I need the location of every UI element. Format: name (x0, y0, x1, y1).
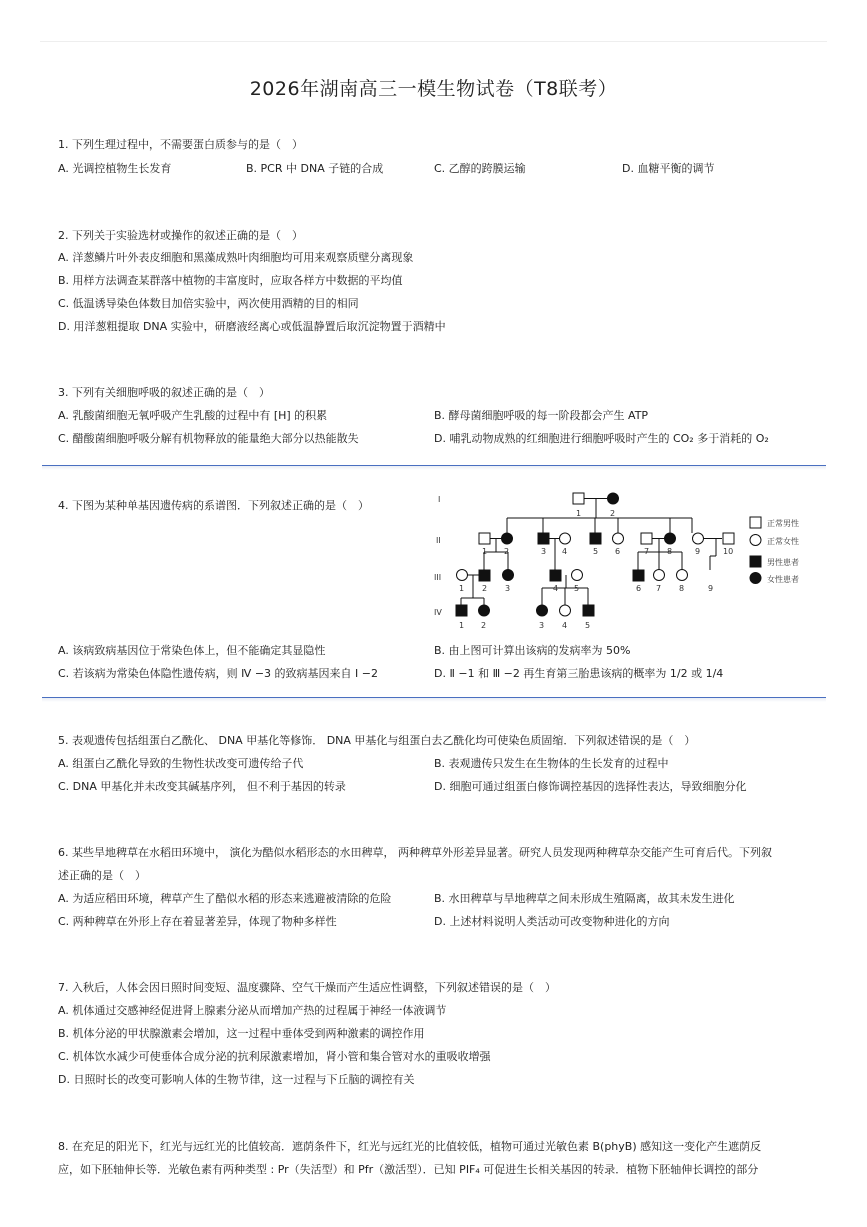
II-2-affected-female (502, 533, 513, 544)
q5-option-c[interactable]: C. DNA 甲基化并未改变其碱基序列， 但不利于基因的转录 (58, 780, 346, 793)
IV-3-affected-female (537, 605, 548, 616)
II-5-affected-male (590, 533, 601, 544)
II-7-normal-male (641, 533, 652, 544)
q4-option-a[interactable]: A. 该病致病基因位于常染色体上，但不能确定其显隐性 (58, 644, 326, 657)
legend-normal-male: 正常男性 (767, 519, 799, 528)
num-III-5: 5 (574, 584, 580, 593)
num-II-8: 8 (667, 547, 673, 556)
q1-option-c[interactable]: C. 乙醇的跨膜运输 (434, 162, 526, 175)
num-III-6: 6 (636, 584, 642, 593)
highlight-bottom-shadow (42, 698, 826, 702)
q6-stem-line1: 6. 某些旱地稗草在水稻田环境中， 演化为酷似水稻形态的水田稗草， 两种稗草外形差异显著。研究人员发现两种稗草杂交能产生可育后代。下列叙 (58, 846, 772, 859)
q6-option-a[interactable]: A. 为适应稻田环境，稗草产生了酷似水稻的形态来逃避被清除的危险 (58, 892, 392, 905)
num-II-5: 5 (593, 547, 599, 556)
num-III-3: 3 (505, 584, 511, 593)
num-IV-4: 4 (562, 621, 568, 630)
legend-affected-male-symbol (750, 556, 761, 567)
II-10-normal-male (723, 533, 734, 544)
II-4-normal-female (560, 533, 571, 544)
I-2-affected-female (608, 493, 619, 504)
legend-affected-female: 女性患者 (767, 575, 799, 584)
legend-normal-female: 正常女性 (767, 537, 799, 546)
q7-option-a[interactable]: A. 机体通过交感神经促进肾上腺素分泌从而增加产热的过程属于神经一体液调节 (58, 1004, 447, 1017)
III-4-affected-male (550, 570, 561, 581)
num-IV-3: 3 (539, 621, 545, 630)
page-title: 2026年湖南高三一模生物试卷（T8联考） (249, 78, 618, 100)
q4-option-c[interactable]: C. 若该病为常染色体隐性遗传病，则 Ⅳ −3 的致病基因来自 Ⅰ −2 (58, 667, 378, 680)
gen-label-II: II (436, 536, 441, 545)
III-6-affected-male (633, 570, 644, 581)
q5-stem: 5. 表观遗传包括组蛋白乙酰化、 DNA 甲基化等修饰． DNA 甲基化与组蛋白去乙酰化均可使染色质固缩．下列叙述错误的是（ ） (58, 734, 696, 747)
gen-label-IV: IV (434, 608, 442, 617)
num-II-6: 6 (615, 547, 621, 556)
IV-4-normal-female (560, 605, 571, 616)
num-II-7: 7 (644, 547, 650, 556)
IV-1-affected-male (456, 605, 467, 616)
q3-option-d[interactable]: D. 哺乳动物成熟的红细胞进行细胞呼吸时产生的 CO₂ 多于消耗的 O₂ (434, 432, 769, 445)
q7-option-d[interactable]: D. 日照时长的改变可影响人体的生物节律，这一过程与下丘脑的调控有关 (58, 1073, 415, 1086)
q2-option-a[interactable]: A. 洋葱鳞片叶外表皮细胞和黑藻成熟叶肉细胞均可用来观察质壁分离现象 (58, 251, 414, 264)
num-IV-5: 5 (585, 621, 591, 630)
q1-stem: 1. 下列生理过程中，不需要蛋白质参与的是（ ） (58, 138, 303, 151)
q3-option-c[interactable]: C. 醋酸菌细胞呼吸分解有机物释放的能量绝大部分以热能散失 (58, 432, 359, 445)
num-III-9: 9 (708, 584, 714, 593)
q2-option-c[interactable]: C. 低温诱导染色体数目加倍实验中，两次使用酒精的目的相同 (58, 297, 359, 310)
q6-stem-line2: 述正确的是（ ） (58, 869, 146, 882)
q8-stem-line2: 应，如下胚轴伸长等．光敏色素有两种类型 : Pr（失活型）和 Pfr（激活型）．已知 PIF₄ 可促进生长相关基因的转录．植物下胚轴伸长调控的部分 (58, 1163, 759, 1176)
q4-option-d[interactable]: D. Ⅱ −1 和 Ⅲ −2 再生育第三胎患该病的概率为 1/2 或 1/4 (434, 667, 724, 680)
II-9-normal-female (693, 533, 704, 544)
legend-normal-female-symbol (750, 535, 761, 546)
num-II-4: 4 (562, 547, 568, 556)
legend-affected-female-symbol (750, 573, 761, 584)
q3-stem: 3. 下列有关细胞呼吸的叙述正确的是（ ） (58, 386, 270, 399)
q4-stem: 4. 下图为某种单基因遗传病的系谱图．下列叙述正确的是（ ） (58, 499, 369, 512)
q5-option-d[interactable]: D. 细胞可通过组蛋白修饰调控基因的选择性表达，导致细胞分化 (434, 780, 747, 793)
III-2-affected-male (479, 570, 490, 581)
q7-stem: 7. 入秋后，人体会因日照时间变短、温度骤降、空气干燥而产生适应性调整，下列叙述错误的是（ ） (58, 981, 556, 994)
q3-option-a[interactable]: A. 乳酸菌细胞无氧呼吸产生乳酸的过程中有 [H] 的积累 (58, 409, 328, 422)
num-II-10: 10 (723, 547, 734, 556)
top-rule (40, 41, 827, 42)
q1-option-d[interactable]: D. 血糖平衡的调节 (622, 162, 715, 175)
num-II-2: 2 (504, 547, 510, 556)
gen-label-III: III (434, 573, 442, 582)
q6-option-d[interactable]: D. 上述材料说明人类活动可改变物种进化的方向 (434, 915, 670, 928)
III-1-normal-female (457, 570, 468, 581)
num-III-4: 4 (553, 584, 559, 593)
pedigree-chart (430, 488, 820, 634)
q1-option-a[interactable]: A. 光调控植物生长发育 (58, 162, 172, 175)
III-7-normal-female (654, 570, 665, 581)
q2-option-b[interactable]: B. 用样方法调查某群落中植物的丰富度时，应取各样方中数据的平均值 (58, 274, 403, 287)
gen-label-I: I (438, 495, 441, 504)
q8-stem-line1: 8. 在充足的阳光下，红光与远红光的比值较高．遮荫条件下，红光与远红光的比值较低，植物可通过光敏色素 B(phyB) 感知这一变化产生遮荫反 (58, 1140, 762, 1153)
q7-option-b[interactable]: B. 机体分泌的甲状腺激素会增加，这一过程中垂体受到两种激素的调控作用 (58, 1027, 425, 1040)
num-III-2: 2 (482, 584, 488, 593)
legend-affected-male: 男性患者 (767, 558, 799, 567)
num-I-1: 1 (576, 509, 582, 518)
IV-2-affected-female (479, 605, 490, 616)
II-8-affected-female (665, 533, 676, 544)
II-1-normal-male (479, 533, 490, 544)
q2-stem: 2. 下列关于实验选材或操作的叙述正确的是（ ） (58, 229, 303, 242)
III-5-normal-female (572, 570, 583, 581)
num-II-3: 3 (541, 547, 547, 556)
II-6-normal-female (613, 533, 624, 544)
IV-5-affected-male (583, 605, 594, 616)
q5-option-b[interactable]: B. 表观遗传只发生在生物体的生长发育的过程中 (434, 757, 669, 770)
num-III-8: 8 (679, 584, 685, 593)
num-II-1: 1 (482, 547, 488, 556)
q6-option-c[interactable]: C. 两种稗草在外形上存在着显著差异，体现了物种多样性 (58, 915, 337, 928)
q5-option-a[interactable]: A. 组蛋白乙酰化导致的生物性状改变可遗传给子代 (58, 757, 304, 770)
q3-option-b[interactable]: B. 酵母菌细胞呼吸的每一阶段都会产生 ATP (434, 409, 649, 422)
legend-normal-male-symbol (750, 517, 761, 528)
III-8-normal-female (677, 570, 688, 581)
num-I-2: 2 (610, 509, 616, 518)
q6-option-b[interactable]: B. 水田稗草与旱地稗草之间未形成生殖隔离，故其未发生进化 (434, 892, 735, 905)
num-III-1: 1 (459, 584, 465, 593)
q4-option-b[interactable]: B. 由上图可计算出该病的发病率为 50% (434, 644, 631, 657)
q7-option-c[interactable]: C. 机体饮水减少可使垂体合成分泌的抗利尿激素增加，肾小管和集合管对水的重吸收增强 (58, 1050, 491, 1063)
II-3-affected-male (538, 533, 549, 544)
I-1-normal-male (573, 493, 584, 504)
q2-option-d[interactable]: D. 用洋葱粗提取 DNA 实验中，研磨液经离心或低温静置后取沉淀物置于酒精中 (58, 320, 446, 333)
num-II-9: 9 (695, 547, 701, 556)
num-IV-1: 1 (459, 621, 465, 630)
III-3-affected-female (503, 570, 514, 581)
num-III-7: 7 (656, 584, 662, 593)
num-IV-2: 2 (481, 621, 487, 630)
q1-option-b[interactable]: B. PCR 中 DNA 子链的合成 (246, 162, 384, 175)
highlight-shadow (42, 466, 826, 470)
